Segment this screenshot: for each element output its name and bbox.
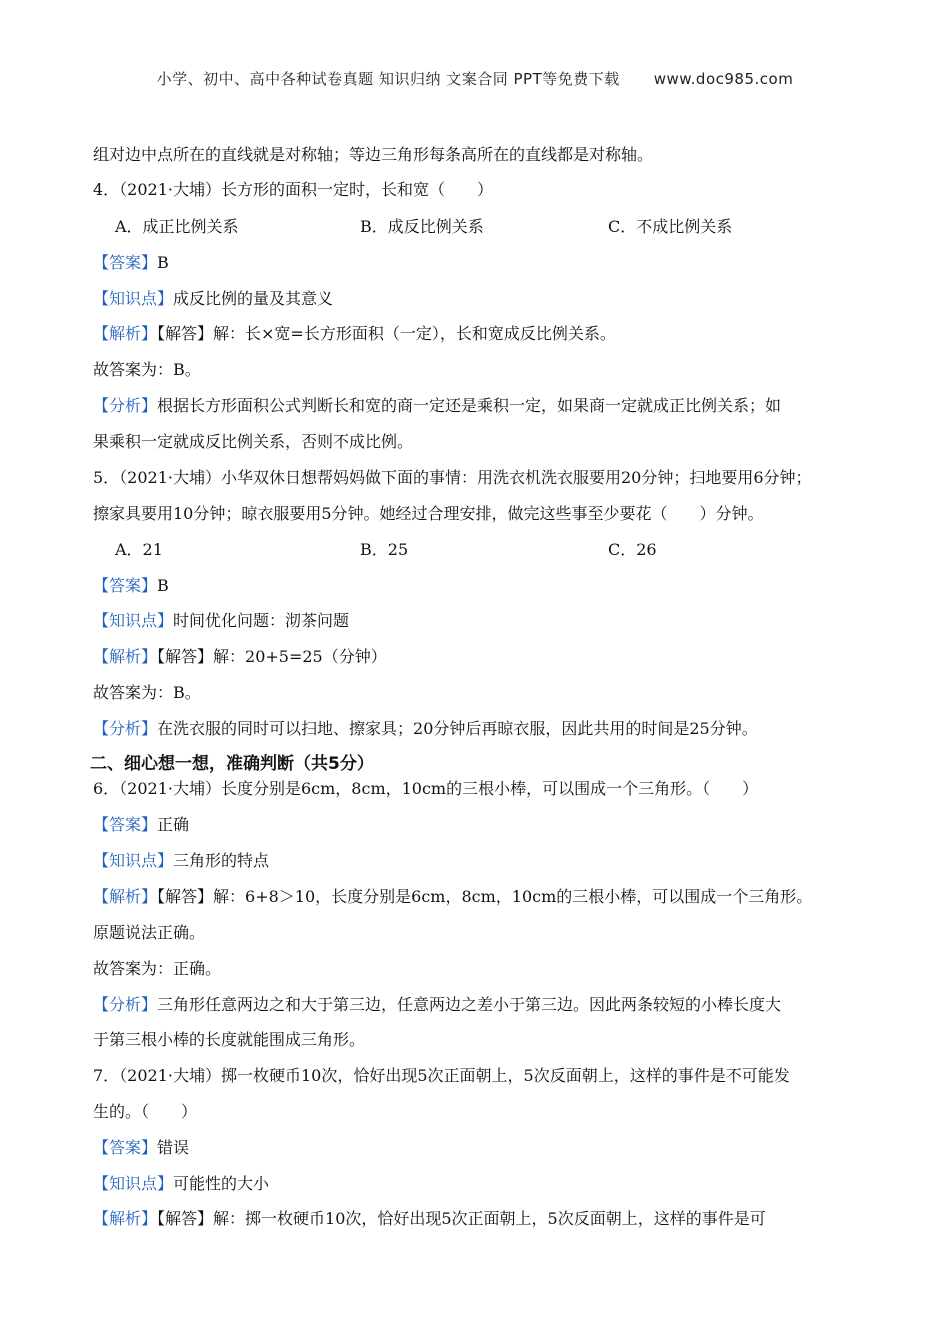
analysis-label: 【解析】 [93,1209,158,1228]
intro-text: 组对边中点所在的直线就是对称轴；等边三角形每条高所在的直线都是对称轴。 [93,145,654,164]
q5-stem-line1: 5．（2021·大埔）小华双休日想帮妈妈做下面的事情：用洗衣机洗衣服要用20分钟；扫地要用6分钟； [93,468,812,487]
answer-label: 【答案】 [93,815,158,834]
q5-answer-value: B [157,576,169,595]
q6-analysis [93,885,812,909]
q5-fenxi-value: 在洗衣服的同时可以扫地、擦家具；20分钟后再晾衣服，因此共用的时间是25分钟。 [157,719,758,738]
knowledge-label: 【知识点】 [93,289,174,308]
analysis-label: 【解析】 [93,887,158,906]
q6-analysis-cont: 原题说法正确。 [93,923,206,942]
q4-option-b: B．成反比例关系 [360,217,484,236]
page-header [0,68,950,89]
q4-answer-value: B [157,253,169,272]
q4-fenxi [93,394,781,418]
q5-analysis-value: 【解答】解：20+5=25（分钟） [157,647,387,666]
answer-label: 【答案】 [93,253,158,272]
q6-stem: 6．（2021·大埔）长度分别是6cm，8cm，10cm的三根小棒，可以围成一个三角形。（ ） [93,779,759,798]
q4-fenxi-cont: 果乘积一定就成反比例关系，否则不成比例。 [93,432,414,451]
q6-knowledge-value: 三角形的特点 [173,851,270,870]
answer-label: 【答案】 [93,576,158,595]
q7-stem-line1: 7．（2021·大埔）掷一枚硬币10次，恰好出现5次正面朝上，5次反面朝上，这样的事件是不可能发 [93,1066,790,1085]
q4-knowledge [93,287,333,311]
q7-stem-line2: 生的。（ ） [93,1102,198,1121]
header-title: 小学、初中、高中各种试卷真题 知识归纳 文案合同 PPT等免费下载 [156,70,620,88]
q5-analysis [93,645,387,669]
analysis-label: 【解析】 [93,324,158,343]
analysis-label: 【解析】 [93,647,158,666]
q6-answer [93,813,189,837]
q5-stem-line2: 擦家具要用10分钟；晾衣服要用5分钟。她经过合理安排，做完这些事至少要花（ ）分钟。 [93,504,764,523]
fenxi-label: 【分析】 [93,396,158,415]
q4-analysis [93,322,616,346]
header-site: www.doc985.com [653,70,794,88]
q5-knowledge-value: 时间优化问题：沏茶问题 [173,611,350,630]
q5-option-c: C．26 [608,540,657,559]
q6-fenxi [93,993,781,1017]
q4-analysis-value: 【解答】解：长×宽=长方形面积（一定），长和宽成反比例关系。 [157,324,616,343]
section-heading: 二、细心想一想，准确判断（共5分） [90,754,374,774]
q4-answer [93,251,169,275]
fenxi-label: 【分析】 [93,719,158,738]
q7-answer-value: 错误 [157,1138,190,1157]
fenxi-label: 【分析】 [93,995,158,1014]
q5-option-b: B．25 [360,540,409,559]
q4-fenxi-value: 根据长方形面积公式判断长和宽的商一定还是乘积一定，如果商一定就成正比例关系；如 [157,396,782,415]
q5-answer [93,574,169,598]
q6-fenxi-value: 三角形任意两边之和大于第三边，任意两边之差小于第三边。因此两条较短的小棒长度大 [157,995,782,1014]
q7-analysis [93,1207,766,1231]
q4-stem: 4．（2021·大埔）长方形的面积一定时，长和宽（ ） [93,180,493,199]
q4-option-c: C．不成比例关系 [608,217,733,236]
q5-option-a: A．21 [115,540,163,559]
knowledge-label: 【知识点】 [93,851,174,870]
q7-knowledge [93,1172,269,1196]
q7-analysis-value: 【解答】解：掷一枚硬币10次，恰好出现5次正面朝上，5次反面朝上，这样的事件是可 [157,1209,766,1228]
q6-answer-value: 正确 [157,815,190,834]
answer-label: 【答案】 [93,1138,158,1157]
q6-conclusion: 故答案为：正确。 [93,959,222,978]
q4-option-a: A．成正比例关系 [115,217,239,236]
q5-fenxi [93,717,758,741]
q6-fenxi-cont: 于第三根小棒的长度就能围成三角形。 [93,1030,366,1049]
q5-knowledge [93,609,349,633]
knowledge-label: 【知识点】 [93,611,174,630]
q4-conclusion: 故答案为：B。 [93,360,201,379]
q7-answer [93,1136,189,1160]
q5-conclusion: 故答案为：B。 [93,683,201,702]
q7-knowledge-value: 可能性的大小 [173,1174,270,1193]
q6-knowledge [93,849,269,873]
q6-analysis-value: 【解答】解：6+8＞10，长度分别是6cm，8cm，10cm的三根小棒，可以围成一个三角形。 [157,887,813,906]
q4-knowledge-value: 成反比例的量及其意义 [173,289,334,308]
knowledge-label: 【知识点】 [93,1174,174,1193]
